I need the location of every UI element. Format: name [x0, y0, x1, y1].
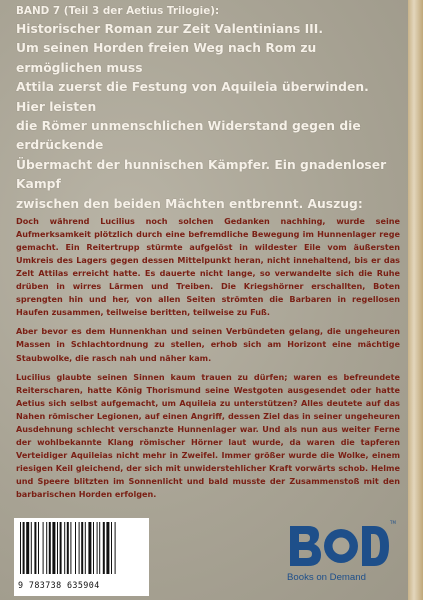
barcode-bars-icon — [14, 518, 149, 580]
isbn-barcode — [14, 518, 149, 596]
blurb-line: Um seinen Horden freien Weg nach Rom zu ermöglichen muss — [16, 41, 317, 75]
trademark-mark: TM — [390, 520, 396, 525]
blurb-line: die Römer unmenschlichen Widerstand gegen die erdrückende — [16, 119, 361, 153]
volume-heading: BAND 7 (Teil 3 der Aetius Trilogie): — [16, 5, 220, 17]
isbn-number: 9 783738 635904 — [18, 580, 100, 590]
subtitle-heading: Historischer Roman zur Zeit Valentinians III. — [16, 22, 323, 36]
excerpt-paragraph-1: Doch während Lucilius noch solchen Gedanken nachhing, wurde seine Aufmerksamkeit plötzlich durch eine befremdliche Bewegung im Hunnenlager rege gemacht. Ein Reitertrupp stürmte aufgelöst in wildester Eile vom äußersten Umkreis des Lagers gegen dessen Mittelpunkt heran, nicht innehaltend, bis er das Zelt Attilas erreicht hatte. Es dauerte nicht lange, so verwandelte sich die Ruhe drüben in wirres Lärmen und Treiben. Die Kriegshörner erschallten, Boten sprengten hin und her, von allen Seiten strömten die Barbaren in regellosen Haufen zusammen, teilweise beritten, teilweise zu Fuß. — [16, 216, 400, 318]
publisher-tagline: Books on Demand — [287, 572, 366, 583]
blurb-line: zwischen den beiden Mächten entbrennt. Auszug: — [16, 196, 363, 211]
publisher-logo — [284, 522, 396, 592]
blurb-line: Übermacht der hunnischen Kämpfer. Ein gnadenloser Kampf — [16, 157, 387, 192]
excerpt-paragraph-3: Lucilius glaubte seinen Sinnen kaum trauen zu dürfen; waren es befreundete Reiterscharen, hatte König Thorismund seine Westgoten ausgesendet oder hatte Aetius sich selbst aufgemacht, um Aquileia zu unterstützen? Alles deutete auf das Nahen römischer Legionen, auf einen Angriff, dessen Ziel das in seiner ungeheuren Ausdehnung schlecht verschanzte Hunnenlager war. Und als nun aus weiter Ferne der wohlbekannte Klang römischer Hörner laut wurde, da waren die tapferen Verteidiger Aquileias nicht mehr in Zweifel. Immer größer wurde die Wolke, einem riesigen Keil gleichend, der sich mit unwiderstehlicher Kraft vorwärts schob. Helme und Speere blitzten im Sonnenlicht und bald musste der Zusammenstoß mit den barbarischen Horden erfolgen. — [16, 371, 400, 499]
book-spine-edge — [408, 0, 423, 600]
excerpt-paragraph-2: Aber bevor es dem Hunnenkhan und seinen Verbündeten gelang, die ungeheuren Massen in Schlachtordnung zu stellen, erhob sich am Horizont eine mächtige Staubwolke, die rasch nah und näher kam. — [16, 326, 400, 363]
blurb-line: Attila zuerst die Festung von Aquileia überwinden. Hier leisten — [16, 80, 369, 114]
blurb-text-block — [16, 2, 400, 501]
bod-logo-icon — [286, 522, 392, 570]
